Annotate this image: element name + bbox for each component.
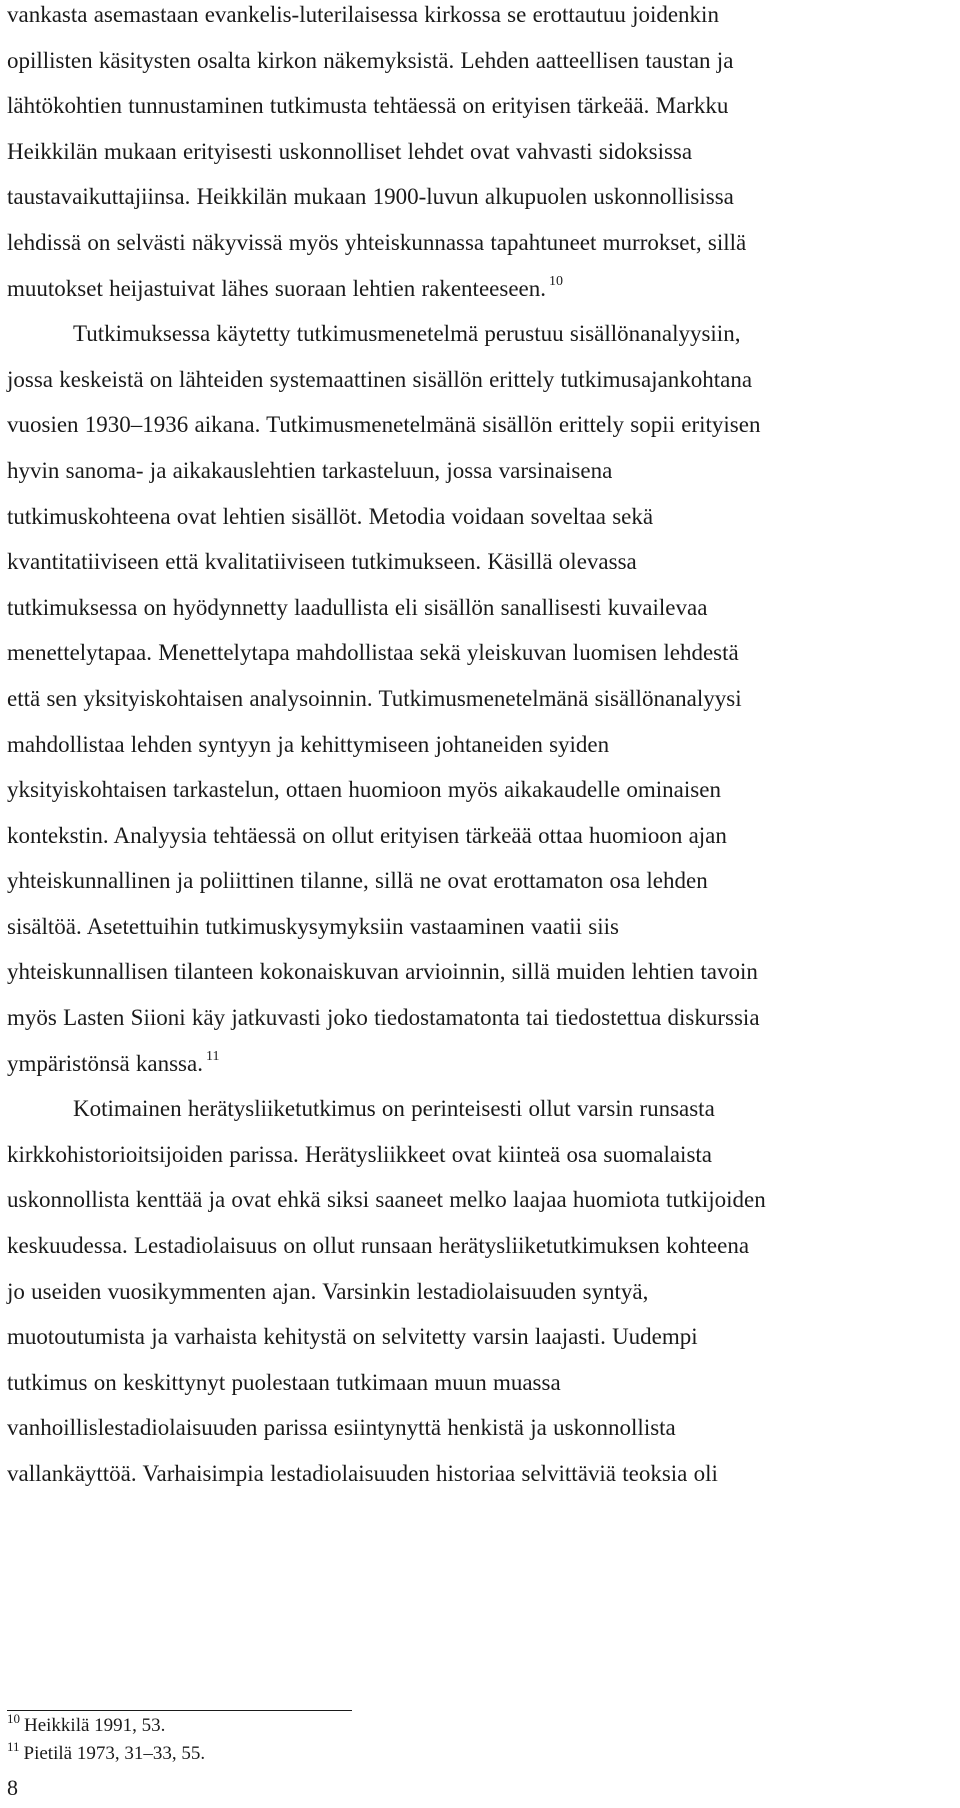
footnote-10 bbox=[7, 1712, 205, 1740]
text-line: lehdissä on selvästi näkyvissä myös yhteiskunnassa tapahtuneet murrokset, sillä bbox=[7, 229, 747, 255]
text-line-first: Kotimainen herätysliiketutkimus on perinteisesti ollut varsin runsasta bbox=[73, 1096, 715, 1122]
paragraph-2 bbox=[7, 311, 947, 1086]
text-line: muotoutumista ja varhaista kehitystä on selvitetty varsin laajasti. Uudempi bbox=[7, 1324, 698, 1350]
text-line: kontekstin. Analyysia tehtäessä on ollut erityisen tärkeää ottaa huomioon ajan bbox=[7, 822, 727, 848]
footnote-11 bbox=[7, 1740, 205, 1768]
text-line: vankasta asemastaan evankelis-luterilaisessa kirkossa se erottautuu joidenkin bbox=[7, 2, 719, 27]
text-line: tutkimuksessa on hyödynnetty laadullista eli sisällön sanallisesti kuvailevaa bbox=[7, 594, 708, 620]
text-line: vuosien 1930–1936 aikana. Tutkimusmenetelmänä sisällön erittely sopii erityisen bbox=[7, 412, 761, 438]
footnote-text: Pietilä 1973, 31–33, 55. bbox=[23, 1743, 206, 1764]
text-line: lähtökohtien tunnustaminen tutkimusta tehtäessä on erityisen tärkeää. Markku bbox=[7, 93, 729, 119]
text-line: Heikkilän mukaan erityisesti uskonnolliset lehdet ovat vahvasti sidoksissa bbox=[7, 138, 693, 164]
text-line: menettelytapaa. Menettelytapa mahdollistaa sekä yleiskuvan luomisen lehdestä bbox=[7, 640, 739, 666]
text-line-last bbox=[7, 266, 947, 312]
text-line: että sen yksityiskohtaisen analysoinnin. Tutkimusmenetelmänä sisällönanalyysi bbox=[7, 685, 742, 711]
text-line: vanhoillislestadiolaisuuden parissa esiintynyttä henkistä ja uskonnollista bbox=[7, 1415, 676, 1441]
footnotes bbox=[7, 1712, 205, 1768]
text-line: taustavaikuttajiinsa. Heikkilän mukaan 1900-luvun alkupuolen uskonnollisissa bbox=[7, 184, 734, 210]
page-number: 8 bbox=[7, 1775, 18, 1800]
footnote-number: 11 bbox=[7, 1739, 20, 1754]
text-line: mahdollistaa lehden syntyyn ja kehittymiseen johtaneiden syiden bbox=[7, 731, 610, 757]
text-line: yhteiskunnallinen ja poliittinen tilanne, sillä ne ovat erottamaton osa lehden bbox=[7, 868, 708, 894]
body-text bbox=[7, 0, 947, 1497]
text-line: keskuudessa. Lestadiolaisuus on ollut runsaan herätysliiketutkimuksen kohteena bbox=[7, 1233, 750, 1259]
text-line: kirkkohistorioitsijoiden parissa. Herätysliikkeet ovat kiinteä osa suomalaista bbox=[7, 1141, 712, 1167]
text-line: myös Lasten Siioni käy jatkuvasti joko tiedostamatonta tai tiedostettua diskurssia bbox=[7, 1005, 760, 1031]
footnote-separator bbox=[7, 1710, 352, 1711]
text-line: vallankäyttöä. Varhaisimpia lestadiolaisuuden historiaa selvittäviä teoksia oli bbox=[7, 1461, 718, 1486]
text-line: hyvin sanoma- ja aikakauslehtien tarkasteluun, jossa varsinaisena bbox=[7, 457, 613, 483]
text-line: jo useiden vuosikymmenten ajan. Varsinkin lestadiolaisuuden syntyä, bbox=[7, 1278, 649, 1304]
footnote-reference: 10 bbox=[548, 273, 563, 289]
footnote-number: 10 bbox=[7, 1711, 20, 1726]
text-line-last bbox=[7, 1041, 947, 1087]
text-line: opillisten käsitysten osalta kirkon näkemyksistä. Lehden aatteellisen taustan ja bbox=[7, 47, 734, 73]
text-line-content: ympäristönsä kanssa. bbox=[7, 1050, 203, 1076]
text-line: sisältöä. Asetettuihin tutkimuskysymyksiin vastaaminen vaatii siis bbox=[7, 913, 619, 939]
text-line: tutkimuskohteena ovat lehtien sisällöt. Metodia voidaan soveltaa sekä bbox=[7, 503, 654, 529]
text-line-content: muutokset heijastuivat lähes suoraan lehtien rakenteeseen. bbox=[7, 275, 546, 301]
text-line: kvantitatiiviseen että kvalitatiiviseen tutkimukseen. Käsillä olevassa bbox=[7, 549, 637, 575]
paragraph-3 bbox=[7, 1086, 947, 1496]
footnote-text: Heikkilä 1991, 53. bbox=[24, 1715, 166, 1736]
text-line: uskonnollista kenttää ja ovat ehkä siksi saaneet melko laajaa huomiota tutkijoiden bbox=[7, 1187, 766, 1213]
text-line-first: Tutkimuksessa käytetty tutkimusmenetelmä perustuu sisällönanalyysiin, bbox=[73, 321, 741, 347]
text-line: tutkimus on keskittynyt puolestaan tutkimaan muun muassa bbox=[7, 1369, 561, 1395]
text-line: jossa keskeistä on lähteiden systemaattinen sisällön erittely tutkimusajankohtana bbox=[7, 366, 753, 392]
paragraph-1 bbox=[7, 0, 947, 311]
text-line: yhteiskunnallisen tilanteen kokonaiskuvan arvioinnin, sillä muiden lehtien tavoin bbox=[7, 959, 758, 985]
text-line: yksityiskohtaisen tarkastelun, ottaen huomioon myös aikakaudelle ominaisen bbox=[7, 777, 721, 803]
footnote-reference: 11 bbox=[205, 1048, 220, 1064]
